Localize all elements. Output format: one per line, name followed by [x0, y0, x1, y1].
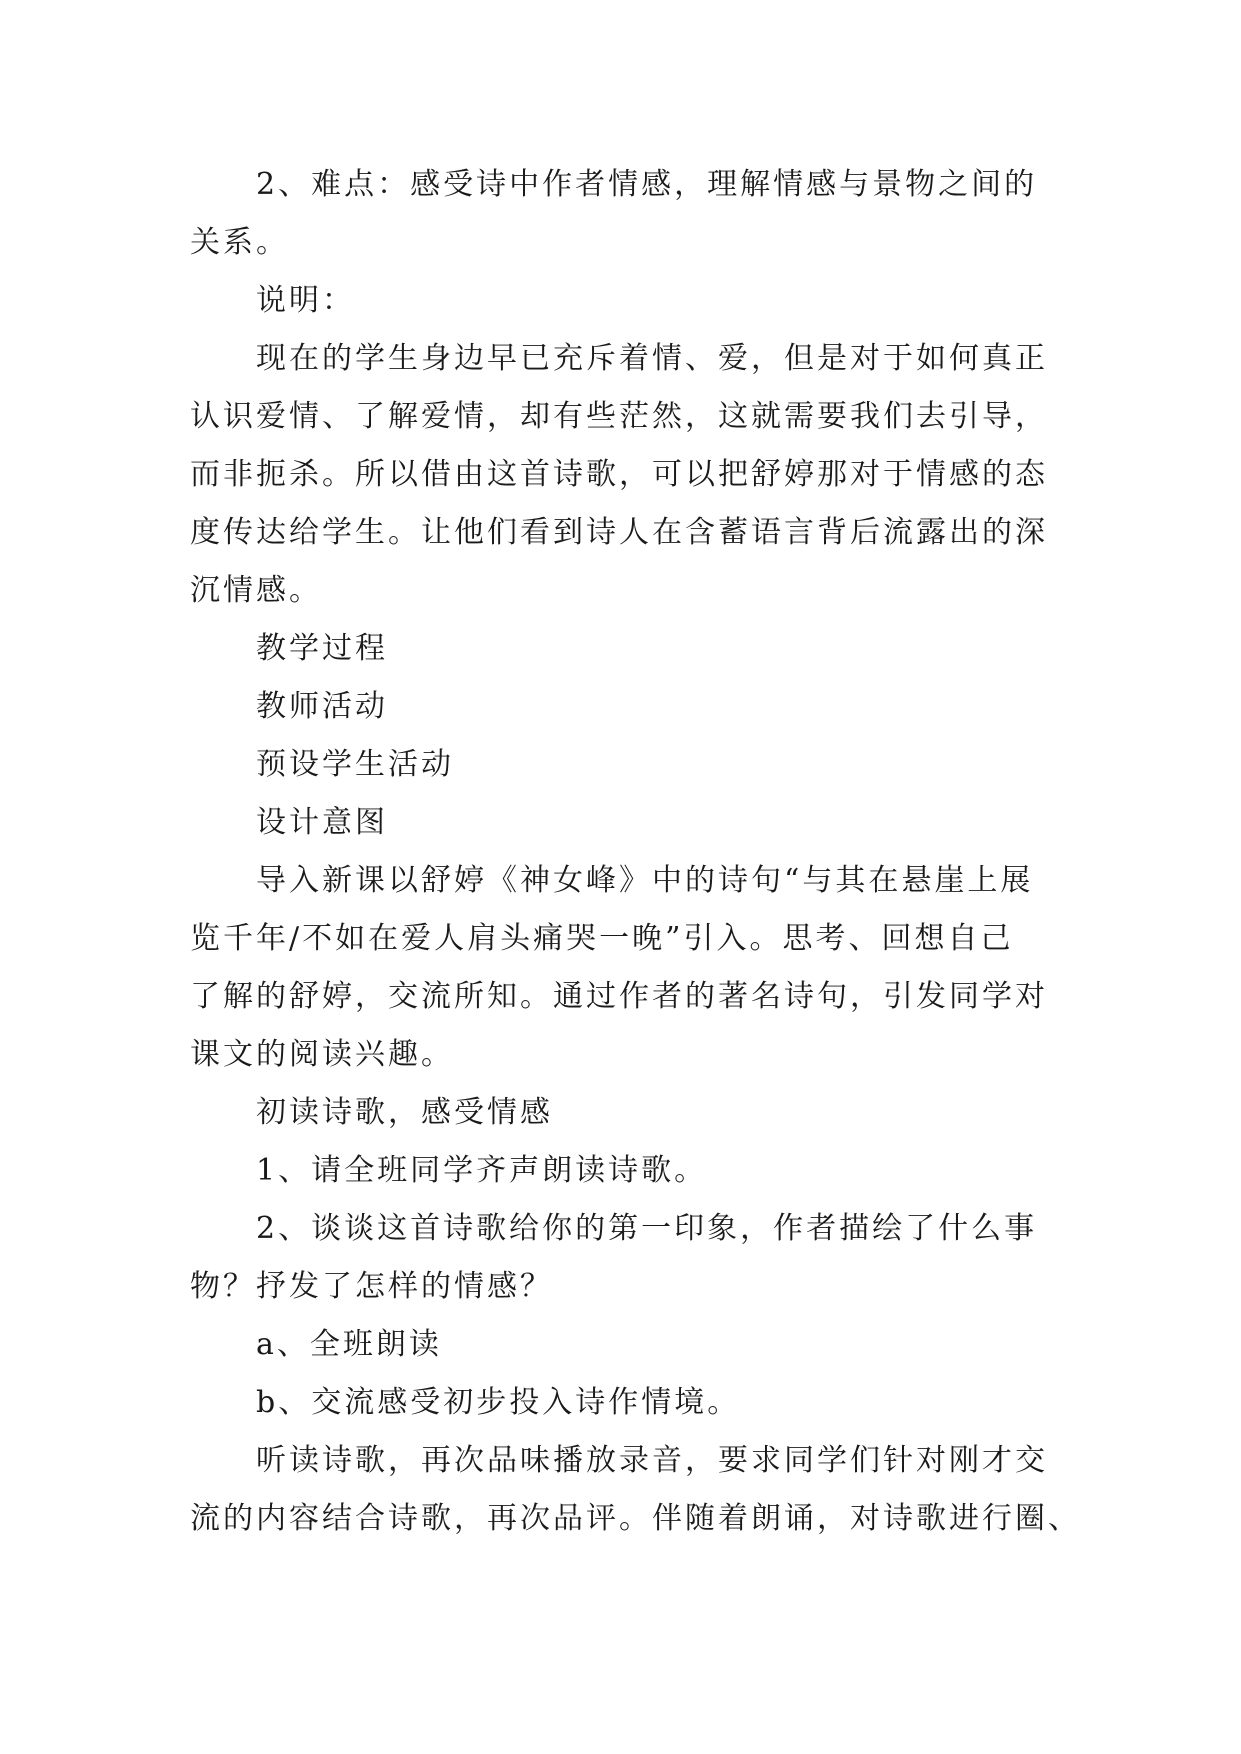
- section-heading: 教学过程: [256, 631, 388, 666]
- paragraph-line: 课文的阅读兴趣。: [190, 1037, 454, 1072]
- section-heading: 初读诗歌，感受情感: [256, 1095, 553, 1130]
- paragraph-line: 流的内容结合诗歌，再次品评。伴随着朗诵，对诗歌进行圈、: [190, 1501, 1081, 1536]
- paragraph-line: 2、难点：感受诗中作者情感，理解情感与景物之间的: [256, 167, 1038, 202]
- paragraph-line: 导入新课以舒婷《神女峰》中的诗句“与其在悬崖上展: [256, 863, 1034, 898]
- paragraph-line: 听读诗歌，再次品味播放录音，要求同学们针对刚才交: [256, 1443, 1048, 1478]
- paragraph-line: 而非扼杀。所以借由这首诗歌，可以把舒婷那对于情感的态: [190, 457, 1048, 492]
- paragraph-line: 物？抒发了怎样的情感？: [190, 1269, 553, 1304]
- list-item: 2、谈谈这首诗歌给你的第一印象，作者描绘了什么事: [256, 1211, 1038, 1246]
- paragraph-line: 关系。: [190, 225, 289, 260]
- list-item: 1、请全班同学齐声朗读诗歌。: [256, 1153, 708, 1188]
- list-item: b、交流感受初步投入诗作情境。: [256, 1385, 741, 1420]
- section-heading: 设计意图: [256, 805, 388, 840]
- paragraph-line: 沉情感。: [190, 573, 322, 608]
- paragraph-line: 认识爱情、了解爱情，却有些茫然，这就需要我们去引导，: [190, 399, 1048, 434]
- list-item: a、全班朗读: [256, 1327, 442, 1362]
- paragraph-line: 说明：: [256, 283, 355, 318]
- paragraph-line: 现在的学生身边早已充斥着情、爱，但是对于如何真正: [256, 341, 1048, 376]
- section-heading: 预设学生活动: [256, 747, 454, 782]
- paragraph-line: 度传达给学生。让他们看到诗人在含蓄语言背后流露出的深: [190, 515, 1048, 550]
- paragraph-line: 览千年/不如在爱人肩头痛哭一晚”引入。思考、回想自己: [190, 921, 1014, 956]
- paragraph-line: 了解的舒婷，交流所知。通过作者的著名诗句，引发同学对: [190, 979, 1048, 1014]
- section-heading: 教师活动: [256, 689, 388, 724]
